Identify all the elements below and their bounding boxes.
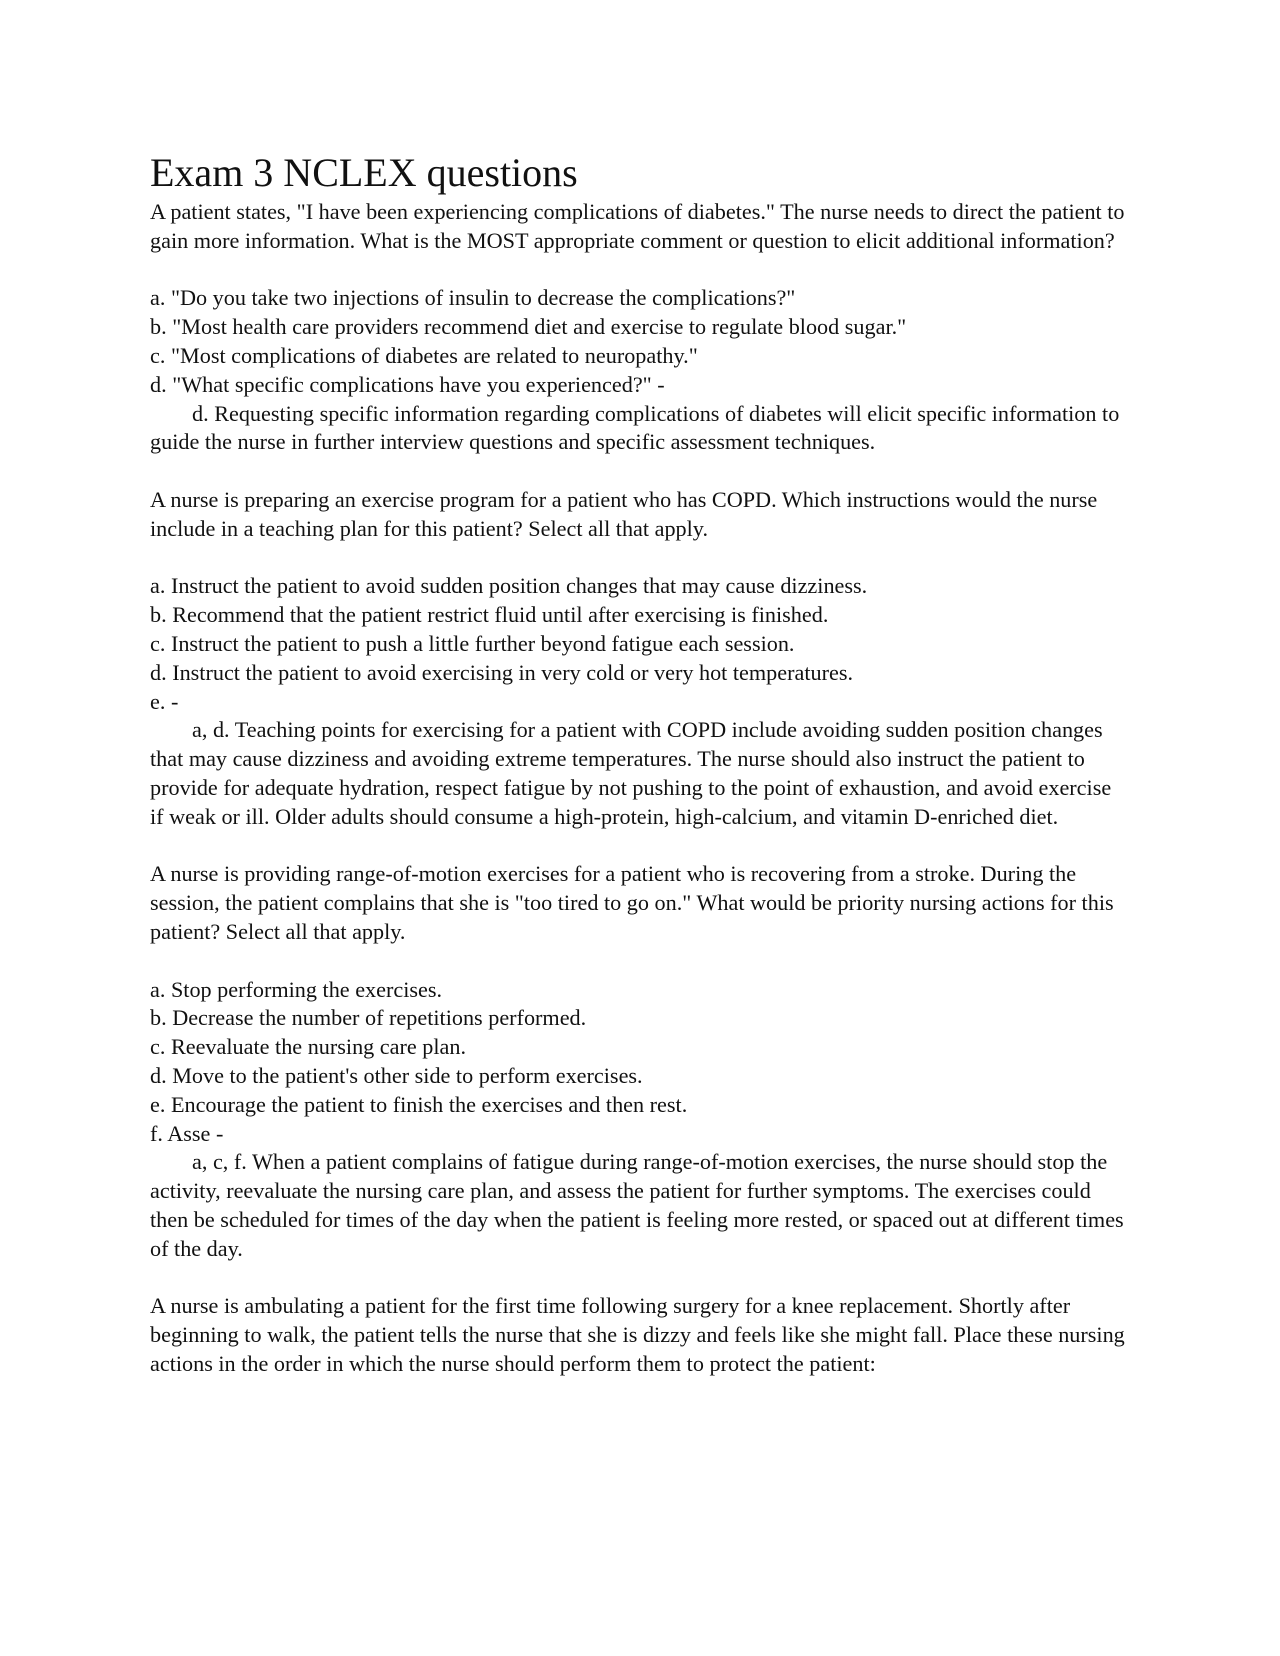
answer-option: d. Instruct the patient to avoid exercising in very cold or very hot temperatures. — [150, 659, 854, 685]
paragraph-gap — [150, 544, 1130, 573]
paragraph-gap — [150, 832, 1130, 861]
answer-explanation: a, c, f. When a patient complains of fatigue during range-of-motion exercises, the nurse should stop the activity, reevaluate the nursing care plan, and assess the patient for further symptoms. The exercises could then be scheduled for times of the day when the patient is feeling more rested, or spaced out at different times of the day. — [150, 1149, 1124, 1261]
answer-option: c. "Most complications of diabetes are related to neuropathy." — [150, 342, 698, 368]
paragraph-gap — [150, 947, 1130, 976]
document-page — [150, 148, 1130, 1379]
answer-option: a. Instruct the patient to avoid sudden position changes that may cause dizziness. — [150, 573, 868, 599]
document-title: Exam 3 NCLEX questions — [150, 150, 578, 195]
paragraph-gap — [150, 1263, 1130, 1292]
question-stem: A nurse is ambulating a patient for the first time following surgery for a knee replacement. Shortly after beginning to walk, the patient tells the nurse that she is dizzy and feels like she might fall. Place these nursing actions in the order in which the nurse should perform them to protect the patient: — [150, 1293, 1125, 1376]
answer-option: f. Asse - — [150, 1120, 224, 1146]
answer-option: e. Encourage the patient to finish the exercises and then rest. — [150, 1091, 688, 1117]
answer-option: c. Instruct the patient to push a little further beyond fatigue each session. — [150, 630, 795, 656]
answer-option: b. Recommend that the patient restrict fluid until after exercising is finished. — [150, 602, 829, 628]
paragraph-gap — [150, 457, 1130, 486]
answer-option: d. Move to the patient's other side to perform exercises. — [150, 1062, 643, 1088]
answer-option: a. Stop performing the exercises. — [150, 976, 443, 1002]
answer-option: d. "What specific complications have you experienced?" - — [150, 371, 665, 397]
answer-option: c. Reevaluate the nursing care plan. — [150, 1034, 467, 1060]
answer-option: a. "Do you take two injections of insulin to decrease the complications?" — [150, 285, 796, 311]
paragraph-gap — [150, 256, 1130, 285]
answer-explanation: a, d. Teaching points for exercising for a patient with COPD include avoiding sudden position changes that may cause dizziness and avoiding extreme temperatures. The nurse should also instruct the patient to provide for adequate hydration, respect fatigue by not pushing to the point of exhaustion, and avoid exercise if weak or ill. Older adults should consume a high-protein, high-calcium, and vitamin D-enriched diet. — [150, 717, 1112, 829]
question-stem: A nurse is providing range-of-motion exercises for a patient who is recovering from a stroke. During the session, the patient complains that she is "too tired to go on." What would be priority nursing actions for this patient? Select all that apply. — [150, 861, 1114, 944]
answer-explanation: d. Requesting specific information regarding complications of diabetes will elicit specific information to guide the nurse in further interview questions and specific assessment techniques. — [150, 400, 1120, 455]
question-stem: A patient states, "I have been experiencing complications of diabetes." The nurse needs to direct the patient to gain more information. What is the MOST appropriate comment or question to elicit additional information? — [150, 199, 1125, 253]
answer-option: e. - — [150, 688, 179, 714]
question-stem: A nurse is preparing an exercise program for a patient who has COPD. Which instructions would the nurse include in a teaching plan for this patient? Select all that apply. — [150, 486, 1098, 541]
answer-option: b. "Most health care providers recommend diet and exercise to regulate blood sugar." — [150, 314, 907, 340]
answer-option: b. Decrease the number of repetitions performed. — [150, 1005, 587, 1031]
